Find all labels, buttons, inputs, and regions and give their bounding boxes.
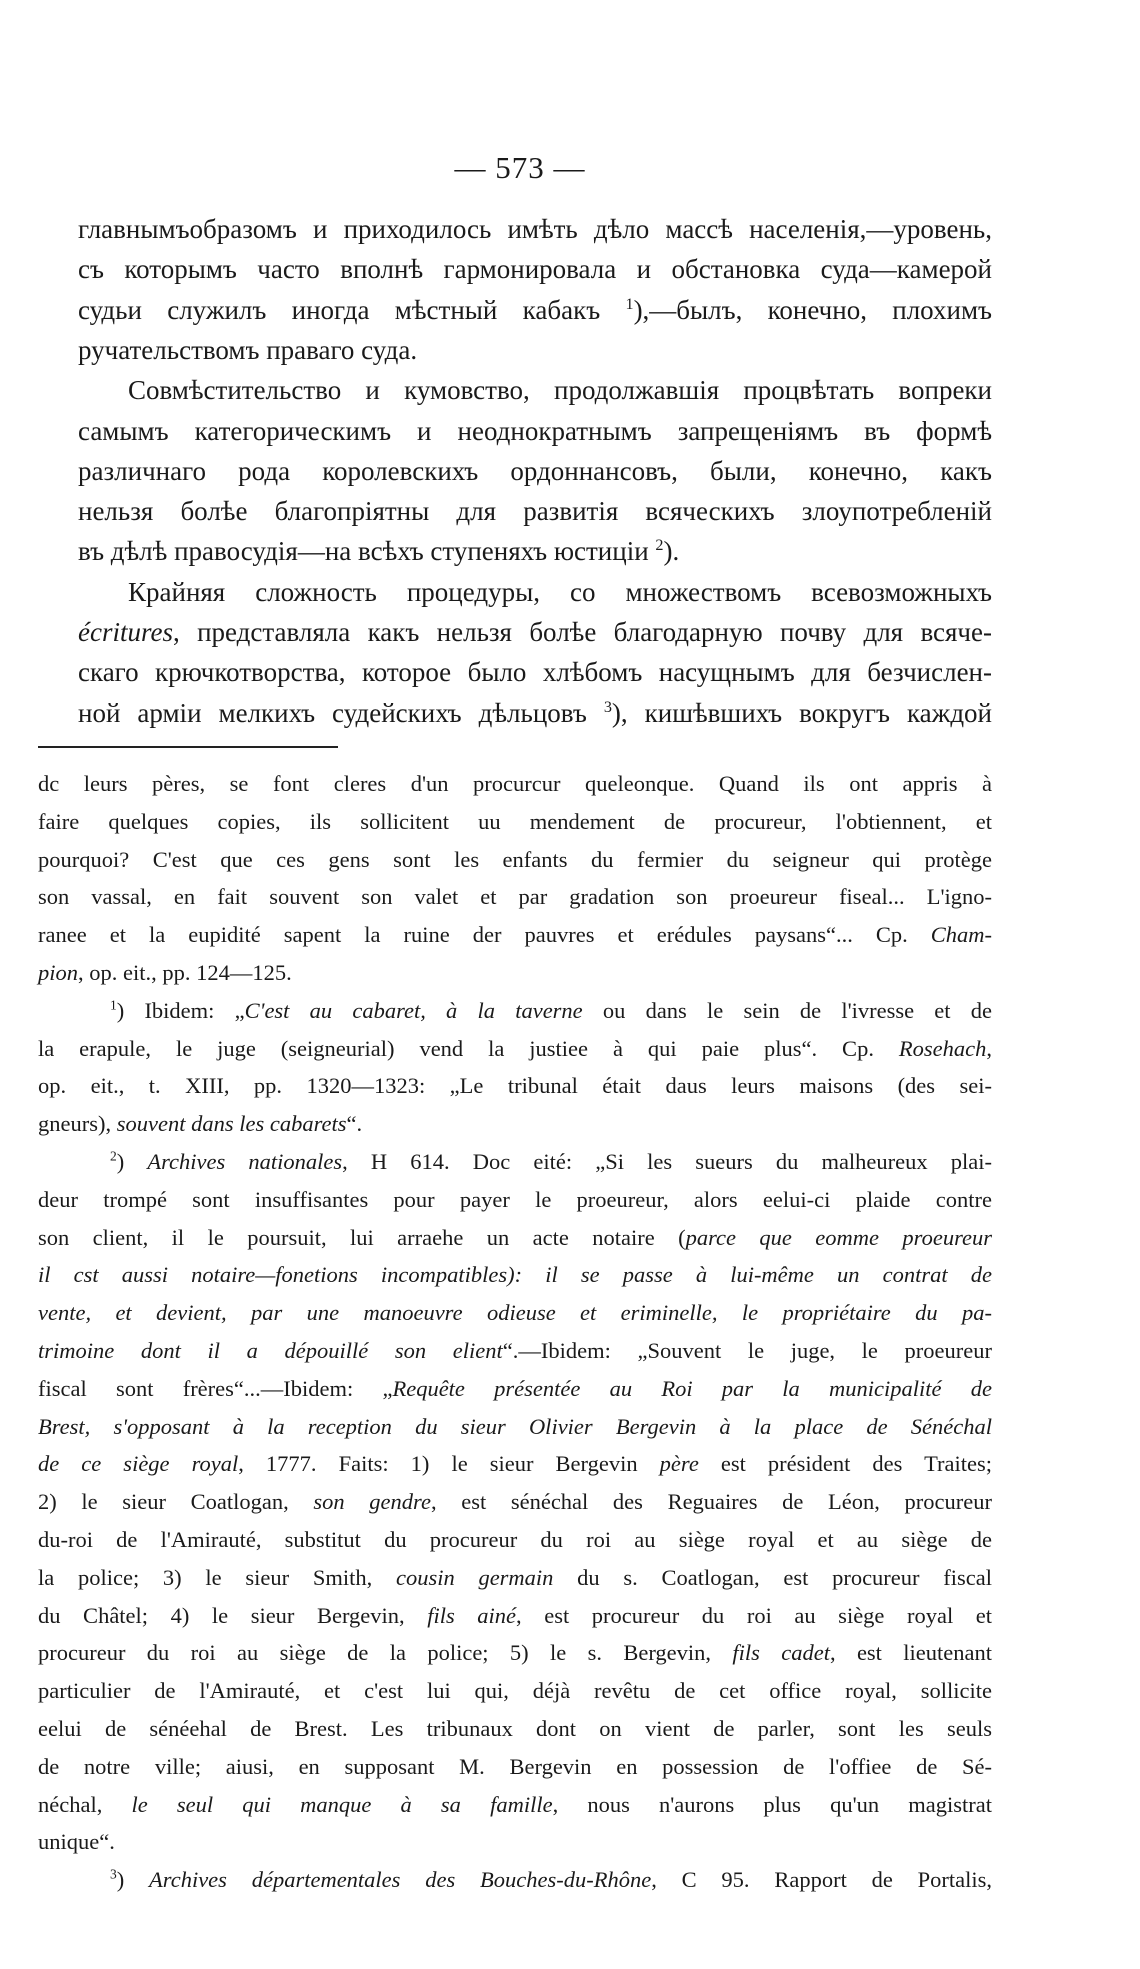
footnote-line (38, 1449, 992, 1479)
text-segment: op. eit., t. XIII, pp. 1320—1323: „Le tribunal était daus leurs maisons (des sei- (38, 1073, 992, 1098)
text-segment: la police; 3) le sieur Smith, (38, 1565, 396, 1590)
text-segment: ной арміи мелкихъ судейскихъ дѣльцовъ (78, 698, 604, 728)
footnote-line (38, 1071, 992, 1101)
footnote-line (38, 1827, 992, 1857)
footnote-line (38, 1487, 992, 1517)
text-line (78, 454, 992, 488)
text-segment: , est procureur du roi au siège royal et (516, 1603, 992, 1628)
text-segment: ручательствомъ праваго суда. (78, 335, 418, 365)
text-segment: du Châtel; 4) le sieur Bergevin, (38, 1603, 428, 1628)
footnote-line (110, 1147, 992, 1177)
text-segment: Совмѣстительство и кумовство, продолжавшія процвѣтать вопреки (128, 375, 992, 405)
text-segment: судьи служилъ иногда мѣстный кабакъ (78, 295, 626, 325)
footnote-line (38, 1638, 992, 1668)
footnote-line (38, 1563, 992, 1593)
footnote-line (38, 1714, 992, 1744)
footnote-line (38, 1223, 992, 1253)
text-segment: , (986, 1036, 992, 1061)
footnote-marker: 1 (625, 295, 634, 313)
footnote-line (38, 958, 992, 988)
footnote-line (38, 769, 992, 799)
italic-text: Brest, s'opposant à la reception du sieur Olivier Bergevin à la place de Sénéchal (38, 1414, 992, 1439)
footnote-line (38, 845, 992, 875)
footnote-line (38, 1260, 992, 1290)
footnote-line (38, 1525, 992, 1555)
text-line (78, 696, 992, 730)
text-segment: du s. Coatlogan, est procureur fiscal (553, 1565, 992, 1590)
text-segment: , est lieutenant (829, 1640, 993, 1665)
text-segment: главнымъобразомъ и приходилось имѣть дѣло массѣ населенія,—уровень, (78, 214, 992, 244)
text-segment: , nous n'aurons plus qu'un magistrat (552, 1792, 992, 1817)
italic-text: C'est au cabaret, à la taverne (244, 998, 583, 1023)
text-segment: son client, il le poursuit, lui arraehe un acte notaire ( (38, 1225, 686, 1250)
text-line (78, 212, 992, 246)
text-line (78, 615, 992, 649)
footnote-line (38, 1185, 992, 1215)
text-segment: , 1777. Faits: 1) le sieur Bergevin (238, 1451, 660, 1476)
text-line (128, 373, 992, 407)
text-segment: gneurs), (38, 1111, 117, 1136)
footnote-marker: 2 (655, 536, 664, 554)
text-segment: ) (116, 1867, 150, 1892)
text-segment: , представляла какъ нельзя болѣе благодарную почву для всяче- (172, 617, 992, 647)
footnote-line (38, 1752, 992, 1782)
text-line (78, 655, 992, 689)
italic-text: parce que eomme proeureur (685, 1225, 992, 1250)
text-segment: fiscal sont frères“...—Ibidem: „ (38, 1376, 393, 1401)
text-segment: faire quelques copies, ils sollicitent uu mendement de procureur, l'obtiennent, et (38, 809, 992, 834)
footnote-line (110, 996, 992, 1026)
italic-text: Archives nationales (147, 1149, 343, 1174)
text-segment: “.—Ibidem: „Souvent le juge, le proeureur (502, 1338, 992, 1363)
italic-text: écritures (78, 617, 173, 647)
italic-text: père (659, 1451, 699, 1476)
text-segment: ranee et la eupidité sapent la ruine der pauvres et erédules paysans“... Cp. (38, 922, 931, 947)
text-line (78, 333, 992, 367)
text-segment: нельзя болѣе благопріятны для развитія всяческихъ злоупотребленій (78, 496, 992, 526)
footnote-line (110, 1865, 992, 1895)
footnote-marker: 3 (110, 1866, 117, 1882)
text-segment: , C 95. Rapport de Portalis, (651, 1867, 993, 1892)
text-segment: la erapule, le juge (seigneurial) vend la justiee à qui paie plus“. Cp. (38, 1036, 899, 1061)
text-segment: съ которымъ часто вполнѣ гармонировала и обстановка суда—камерой (78, 254, 992, 284)
text-segment: ). (663, 536, 680, 566)
text-segment: pourquoi? C'est que ces gens sont les enfants du fermier du seigneur qui protège (38, 847, 992, 872)
text-segment: различнаго рода королевскихъ ордоннансовъ, были, конечно, какъ (78, 456, 992, 486)
text-segment: ) (116, 1149, 148, 1174)
italic-text: de ce siège royal (38, 1451, 239, 1476)
text-segment: Крайняя сложность процедуры, со множествомъ всевозможныхъ (128, 577, 992, 607)
footnote-divider (38, 746, 338, 748)
text-segment: de notre ville; aiusi, en supposant M. Bergevin en possession de l'offiee de Sé- (38, 1754, 992, 1779)
text-line (78, 293, 992, 327)
text-line (78, 494, 992, 528)
footnote-marker: 2 (110, 1148, 117, 1164)
text-line (78, 252, 992, 286)
footnote-line (38, 1298, 992, 1328)
footnote-line (38, 1676, 992, 1706)
text-segment: deur trompé sont insuffisantes pour payer le proeureur, alors eelui-ci plaide contre (38, 1187, 992, 1212)
italic-text: souvent dans les cabarets (116, 1111, 347, 1136)
footnote-line (38, 1412, 992, 1442)
italic-text: Requête présentée au Roi par la municipalité de (392, 1376, 992, 1401)
footnote-line (38, 1034, 992, 1064)
text-segment: , est sénéchal des Reguaires de Léon, procureur (430, 1489, 992, 1514)
text-segment: скаго крючкотворства, которое было хлѣбомъ насущнымъ для безчислен- (78, 657, 992, 687)
text-segment: particulier de l'Amirauté, et c'est lui qui, déjà revêtu de cet office royal, sollicite (38, 1678, 992, 1703)
italic-text: vente, et devient, par une manoeuvre odieuse et eriminelle, le propriétaire du pa- (38, 1300, 992, 1325)
text-segment: du-roi de l'Amirauté, substitut du procureur du roi au siège royal et au siège de (38, 1527, 992, 1552)
text-line (128, 575, 992, 609)
text-segment: ), кишѣвшихъ вокругъ каждой (611, 698, 993, 728)
footnote-line (38, 882, 992, 912)
footnote-marker: 3 (603, 698, 612, 716)
italic-text: Cham- (930, 922, 992, 947)
footnote-line (38, 920, 992, 950)
italic-text: le seul qui manque à sa famille (131, 1792, 553, 1817)
text-line (78, 414, 992, 448)
text-segment: dc leurs pères, se font cleres d'un procurcur queleonque. Quand ils ont appris à (38, 771, 992, 796)
italic-text: fils cadet (732, 1640, 830, 1665)
text-segment: unique“. (38, 1829, 115, 1854)
italic-text: Archives départementales des Bouches-du-Rhône (149, 1867, 652, 1892)
footnote-line (38, 1374, 992, 1404)
text-segment: son vassal, en fait souvent son valet et par gradation son proeureur fiseal... L'igno- (38, 884, 992, 909)
text-segment: самымъ категорическимъ и неоднократнымъ запрещеніямъ въ формѣ (78, 416, 992, 446)
italic-text: cousin germain (395, 1565, 554, 1590)
footnote-line (38, 1601, 992, 1631)
text-segment: ),—былъ, конечно, плохимъ (633, 295, 992, 325)
text-segment: ou dans le sein de l'ivresse et de (582, 998, 992, 1023)
text-segment: néchal, (38, 1792, 132, 1817)
italic-text: son gendre (313, 1489, 431, 1514)
italic-text: trimoine dont il a dépouillé son elient (38, 1338, 503, 1363)
text-segment: , H 614. Doc eité: „Si les sueurs du malheureux plai- (342, 1149, 992, 1174)
italic-text: Rosehach (898, 1036, 987, 1061)
footnote-line (38, 1109, 992, 1139)
text-segment: ) Ibidem: „ (116, 998, 245, 1023)
italic-text: fils ainé (427, 1603, 517, 1628)
italic-text: il cst aussi notaire—fonetions incompatibles): il se passe à lui-même un contrat de (38, 1262, 992, 1287)
text-segment: eelui de sénéehal de Brest. Les tribunaux dont on vient de parler, sont les seuls (38, 1716, 992, 1741)
text-segment: , op. eit., pp. 124—125. (78, 960, 292, 985)
italic-text: pion (38, 960, 79, 985)
text-segment: въ дѣлѣ правосудія—на всѣхъ ступеняхъ юстиціи (78, 536, 656, 566)
footnote-line (38, 1336, 992, 1366)
page-number: — 573 — (454, 150, 586, 185)
text-line (78, 534, 992, 568)
footnote-line (38, 1790, 992, 1820)
text-segment: procureur du roi au siège de la police; 5) le s. Bergevin, (38, 1640, 733, 1665)
footnote-line (38, 807, 992, 837)
footnote-marker: 1 (110, 997, 117, 1013)
text-segment: 2) le sieur Coatlogan, (38, 1489, 314, 1514)
text-segment: “. (346, 1111, 363, 1136)
text-segment: est président des Traites; (698, 1451, 992, 1476)
